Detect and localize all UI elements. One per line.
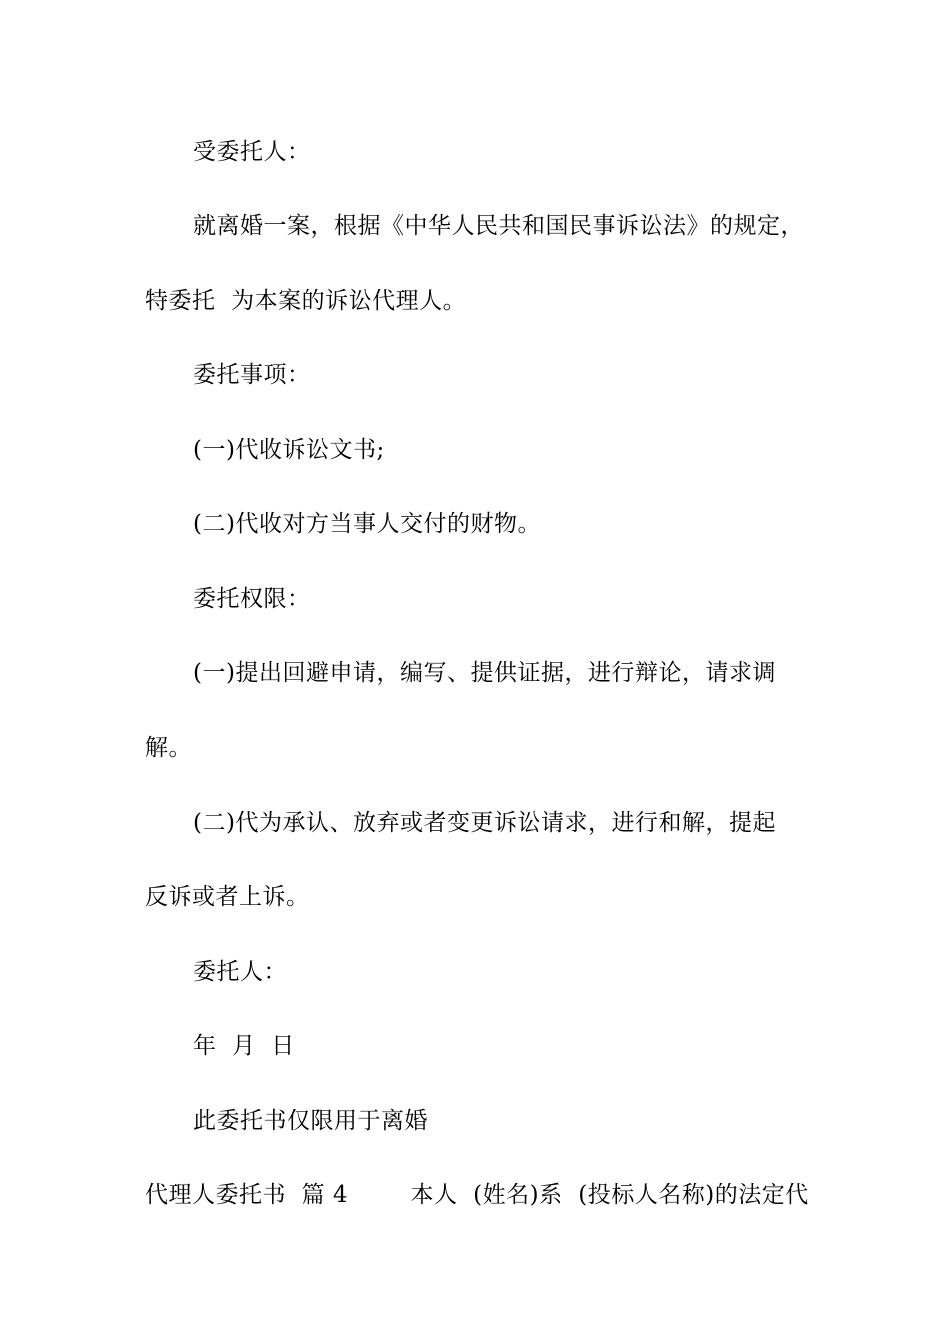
authority-item-1-cont: 解。 <box>145 735 192 761</box>
limitation-note: 此委托书仅限用于离婚 <box>193 1108 428 1134</box>
delegation-item-2: (二)代收对方当事人交付的财物。 <box>193 511 541 537</box>
authority-item-2-cont: 反诉或者上诉。 <box>145 884 310 910</box>
authority-heading: 委托权限： <box>193 586 311 612</box>
authority-item-2: (二)代为承认、放弃或者变更诉讼请求，进行和解，提起 <box>193 810 776 836</box>
delegation-items-heading: 委托事项： <box>193 362 311 388</box>
paragraph-case-basis-cont: 特委托 为本案的诉讼代理人。 <box>145 288 467 314</box>
section-4-start: 代理人委托书 篇 4 本人 (姓名)系 (投标人名称)的法定代 <box>145 1182 809 1208</box>
authority-item-1: (一)提出回避申请，编写、提供证据，进行辩论，请求调 <box>193 660 776 686</box>
principal-label: 委托人： <box>193 959 287 985</box>
paragraph-case-basis: 就离婚一案，根据《中华人民共和国民事诉讼法》的规定， <box>193 213 804 239</box>
trustee-label: 受委托人： <box>193 139 311 165</box>
delegation-item-1: (一)代收诉讼文书; <box>193 437 385 463</box>
date-line: 年 月 日 <box>193 1033 295 1059</box>
